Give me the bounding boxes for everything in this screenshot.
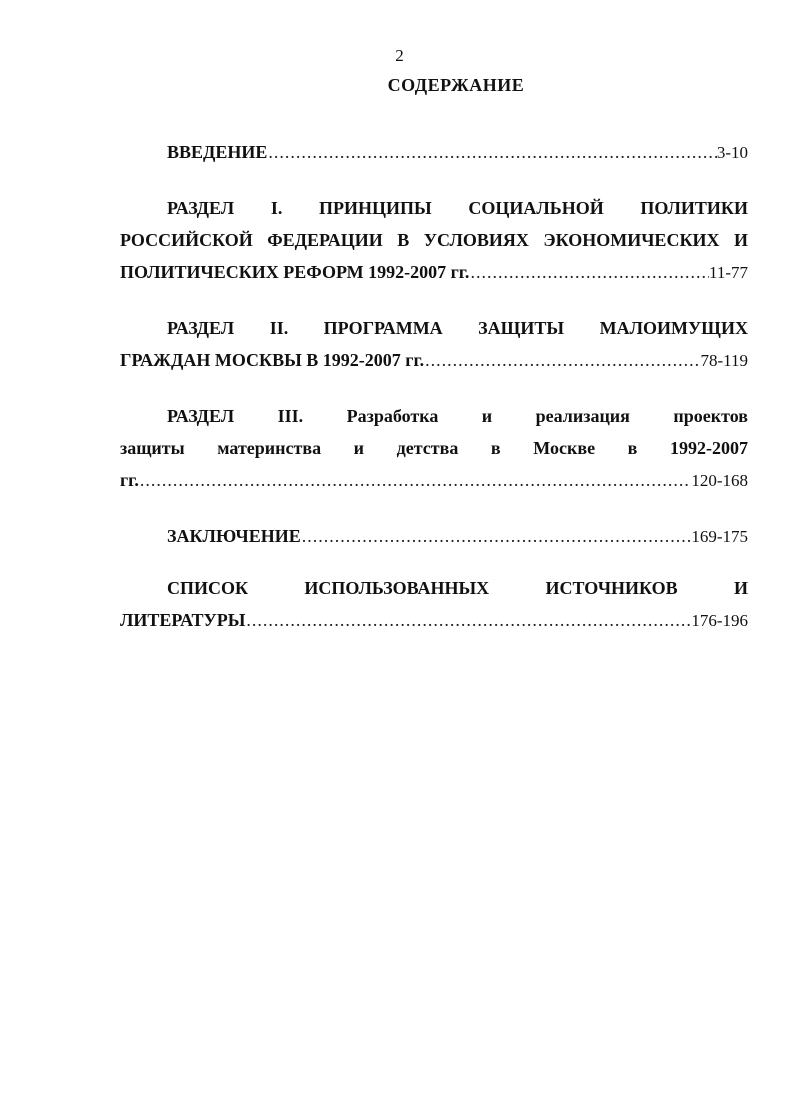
toc-word: СОЦИАЛЬНОЙ: [468, 198, 604, 218]
toc-word: в: [490, 438, 501, 458]
page-number: 2: [395, 46, 404, 65]
toc-word: ПРОГРАММА: [323, 318, 443, 338]
toc-word: ПРИНЦИПЫ: [319, 198, 432, 218]
toc-word: УСЛОВИЯХ: [423, 230, 529, 250]
dot-leader: [245, 604, 691, 636]
toc-entry-title: [167, 400, 748, 432]
dot-leader: [424, 344, 700, 376]
toc-page-range: 11-77: [708, 263, 748, 282]
toc-line: [120, 604, 748, 636]
toc-entry-title: ГРАЖДАН МОСКВЫ В 1992-2007 гг.: [120, 350, 425, 370]
toc-word: ЭКОНОМИЧЕСКИХ: [543, 230, 720, 250]
toc-entry-title: ЛИТЕРАТУРЫ: [120, 610, 246, 630]
toc-word: и: [481, 406, 493, 426]
toc-line: [120, 256, 748, 288]
toc-word: проектов: [673, 406, 748, 426]
toc-line: [120, 192, 748, 224]
toc-entry-title: [120, 432, 748, 464]
toc-word: И: [733, 578, 748, 598]
toc-word: II.: [269, 318, 289, 338]
toc-word: ИСТОЧНИКОВ: [545, 578, 678, 598]
toc-entry-section-3[interactable]: [120, 400, 748, 496]
toc-line: [120, 464, 748, 496]
toc-word: I.: [270, 198, 283, 218]
table-of-contents: [120, 136, 748, 636]
toc-entry-section-1[interactable]: [120, 192, 748, 288]
toc-entry-title: [167, 192, 748, 224]
toc-entry-title: [120, 224, 748, 256]
toc-line: [120, 432, 748, 464]
toc-page-range: 169-175: [691, 527, 748, 546]
toc-page-range: 176-196: [691, 611, 748, 630]
toc-line: [120, 520, 748, 552]
toc-page-range: 78-119: [700, 351, 748, 370]
toc-entry-title: ПОЛИТИЧЕСКИХ РЕФОРМ 1992-2007 гг.: [120, 262, 470, 282]
toc-line: [120, 312, 748, 344]
toc-word: РАЗДЕЛ: [167, 198, 235, 218]
toc-word: в: [627, 438, 638, 458]
toc-entry-title: ВВЕДЕНИЕ: [167, 142, 268, 162]
toc-entry-title: [167, 572, 748, 604]
toc-word: материнства: [217, 438, 322, 458]
toc-word: РАЗДЕЛ: [167, 318, 235, 338]
dot-leader: [301, 520, 692, 552]
toc-entry-title: ЗАКЛЮЧЕНИЕ: [167, 526, 301, 546]
toc-word: МАЛОИМУЩИХ: [599, 318, 748, 338]
toc-word: ФЕДЕРАЦИИ: [267, 230, 383, 250]
toc-word: реализация: [535, 406, 630, 426]
toc-word: ИСПОЛЬЗОВАННЫХ: [304, 578, 490, 598]
toc-entry-introduction[interactable]: [120, 136, 748, 168]
toc-word: детства: [396, 438, 459, 458]
toc-word: Москве: [533, 438, 596, 458]
toc-entry-title: гг.: [120, 470, 139, 490]
toc-line: [120, 136, 748, 168]
toc-word: РОССИЙСКОЙ: [120, 230, 253, 250]
toc-word: РАЗДЕЛ: [167, 406, 235, 426]
dot-leader: [267, 136, 716, 168]
dot-leader: [469, 256, 709, 288]
dot-leader: [139, 464, 692, 496]
toc-title: СОДЕРЖАНИЕ: [387, 75, 525, 95]
toc-page-range: 3-10: [716, 143, 748, 162]
toc-word: и: [353, 438, 365, 458]
toc-entry-title: [167, 312, 748, 344]
toc-entry-section-2[interactable]: [120, 312, 748, 376]
toc-word: СПИСОК: [167, 578, 249, 598]
toc-entry-conclusion[interactable]: [120, 520, 748, 552]
toc-word: III.: [277, 406, 304, 426]
toc-word: защиты: [120, 438, 185, 458]
toc-word: ПОЛИТИКИ: [640, 198, 748, 218]
toc-page-range: 120-168: [691, 471, 748, 490]
toc-line: [120, 224, 748, 256]
toc-line: [120, 344, 748, 376]
toc-word: ЗАЩИТЫ: [478, 318, 565, 338]
toc-word: И: [733, 230, 748, 250]
toc-line: [120, 572, 748, 604]
toc-word: Разработка: [346, 406, 439, 426]
toc-word: В: [397, 230, 410, 250]
toc-line: [120, 400, 748, 432]
toc-word: 1992-2007: [669, 438, 748, 458]
toc-entry-bibliography[interactable]: [120, 572, 748, 636]
